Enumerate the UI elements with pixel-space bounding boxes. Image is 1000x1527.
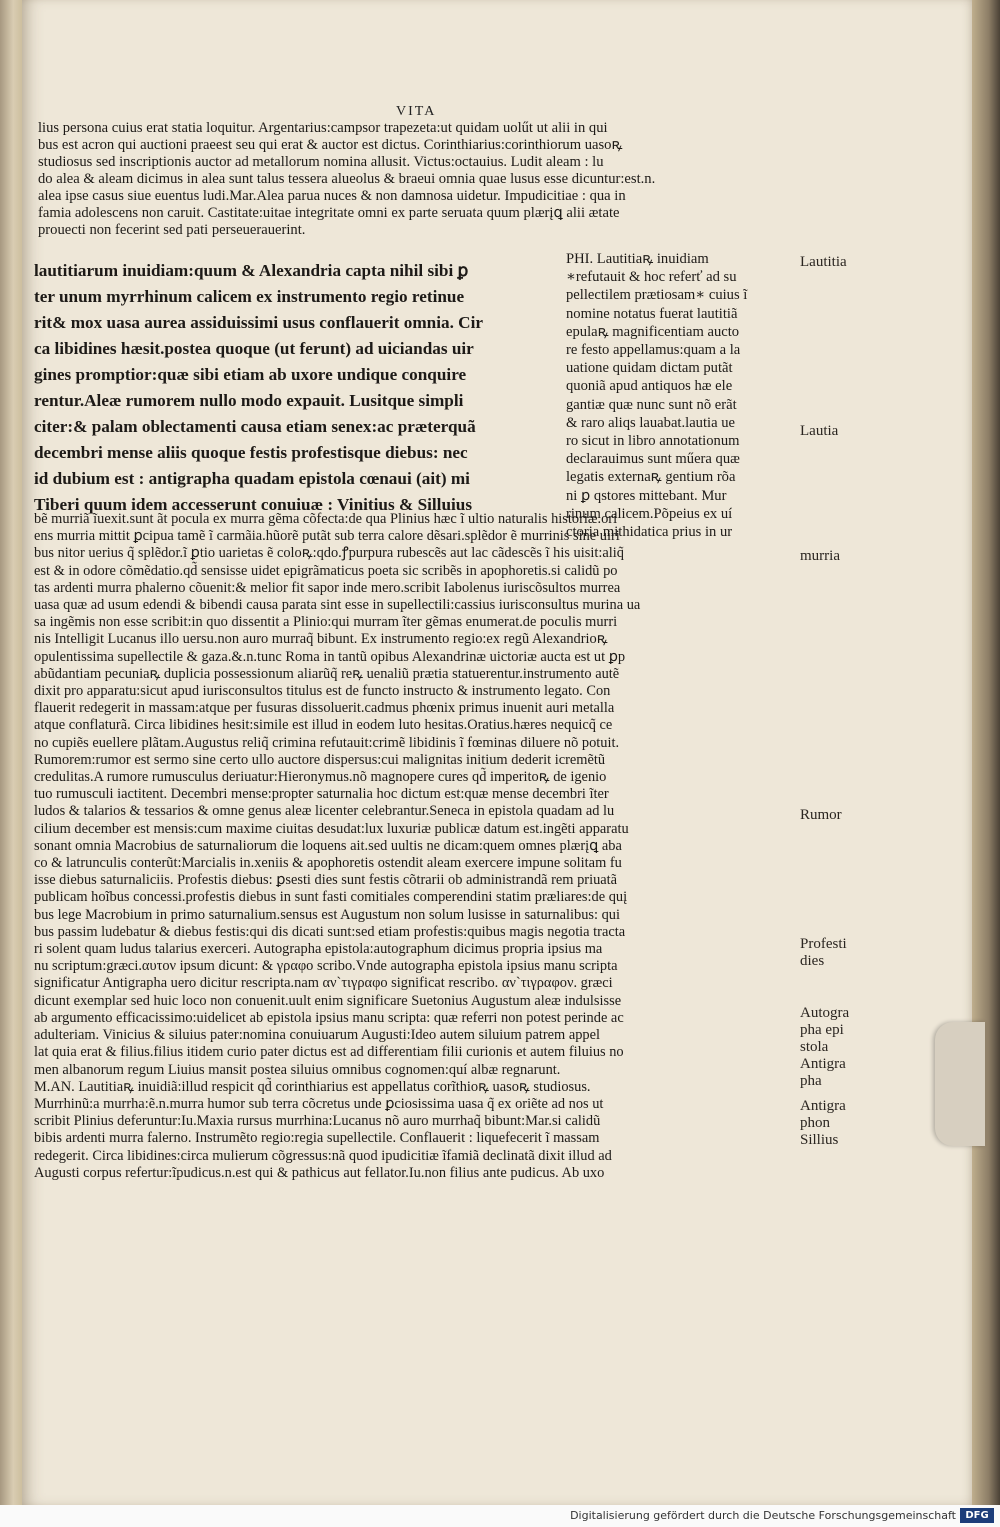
text-line: bibis ardenti murra falerno. Instrumẽto regio:regia supellectile. Conflauerit : liquefecerit ĩ massam [34,1130,600,1147]
main-text-line: decembri mense aliis quoque festis profestisque diebus: nec [34,443,468,462]
text-line: bẽ murriã ĩuexit.sunt ãt pocula ex murra gẽma cõfecta:de qua Plinius hæc ĩ ultio naturalis historiæ.ori [34,511,618,527]
text-line: alea ipse casus siue euentus ludi.Mar.Alea parua nuces & non damnosa uidetur. Impudicitiae : qua in [38,188,626,204]
margin-note-lautitia: Lautitia [800,254,847,270]
text-line: opulentissima supellectile & gaza.&.n.tunc Roma in tantũ opibus Alexandrinæ uictoriæ aucta est ut ꝑp [34,648,626,665]
main-text-line: gines promptior:quæ sibi etiam ab uxore undique conquire [34,365,467,384]
funding-credit: Digitalisierung gefördert durch die Deutsche Forschungsgemeinschaft [570,1509,956,1522]
margin-note-autographa-2: pha epi [800,1022,844,1038]
text-line: epulaꝶ magnificentiam aucto [566,323,740,340]
text-line: publicam hoĩbus concessi.profestis diebus in sunt fasti comitiales comperendini statim præliares:de quį [34,889,628,906]
commentary-bottom [34,511,640,1182]
text-line: bus nitor uerius q̃ splẽdor.ĩ ꝑtio uarietas ẽ coloꝶ:qdo.ꝭpurpura rubescẽs aut lac cãdescẽs ĩ his uisit:aliq̃ [34,545,624,562]
text-line: no cupiẽs euellere plãtam.Augustus reliq̃ crimina refutauit:crimẽ libidinis ĩ fœminas diluere nõ potuit. [34,734,620,751]
text-line: bus lege Macrobium in primo saturnalium.sensus est Augustum non solum lusisse in saturnalibus: qui [34,906,620,923]
text-line: adulteriam. Vinicius & siluius pater:nomina conuiuarum Augusti:Ideo autem siluium patrem appel [34,1027,600,1044]
margin-note-profesti-2: dies [800,953,825,969]
dfg-logo: DFG [960,1508,994,1523]
text-line: ro sicut in libro annotationum [566,433,740,450]
main-text-line: id dubium est : antigrapha quadam epistola cœnaui (ait) mi [34,469,470,488]
text-line: pellectilem prætiosam∗ cuius ĩ [566,287,748,304]
text-line: ab argumento efficacissimo:uidelicet ab epistola ipsius manu scripta: quæ referri non potest perinde ac [34,1009,624,1026]
main-text-line: ter unum myrrhinum calicem ex instrumento regio retinue [34,287,465,306]
margin-note-antigraphon-1: Antigra [800,1098,846,1114]
text-line: Murrhinũ:a murrha:ẽ.n.murra humor sub terra cõcretus unde ꝑciosissima uasa q̃ ex oriẽte ad nos ut [34,1095,604,1112]
text-line: men albanorum regum Liuius mansit postea siluius omnibus cognomen:quí albæ regnarunt. [34,1061,561,1078]
commentary-top [38,120,655,239]
margin-note-autographa-3: stola [800,1039,829,1055]
text-line: ∗refutauit & hoc referť ad su [566,269,737,286]
text-line: tas ardenti murra phalerno cõuenit:& melior fit sapor inde mero.scribit Iabolenus iuriscõsultos murrea [34,579,621,596]
text-line: est & in odore cõmẽdatio.qd̃ sensisse uidet epigrãmaticus poeta sic scribẽs in apophoretis.si calidũ po [34,562,618,579]
phi-commentary [566,250,747,541]
main-text-line: ca libidines hæsit.postea quoque (ut ferunt) ad uiciandas uir [34,339,474,358]
text-line: credulitas.A rumore rumusculus deriuatur:Hieronymus.nõ magnopere cures qd̃ imperitoꝶ de igenio [34,769,607,786]
text-line: prouecti non fecerint sed pati perseuerauerint. [38,222,306,238]
text-line: Rumorem:rumor est sermo sine certo ullo auctore dispersus:cui malignitas initium dederit icremẽtũ [34,751,606,768]
text-line: nomine notatus fuerat lautitiã [566,305,738,322]
main-text-line: lautitiarum inuidiam:quum & Alexandria capta nihil sibi ꝑ [34,261,469,280]
text-line: do alea & aleam dicimus in alea sunt talus tessera alueolus & braeui omnia quae lusus esse dicuntur:est.n. [38,171,656,187]
text-line: co & latrunculis conterũt:Marcialis in.xeniis & apophoretis ostendit aleam exercere impune solitam fu [34,855,622,872]
text-line: ens murria mittit ꝑcipua tamẽ ĩ carmãia.hũorẽ putãt sub terra calore dẽsari.splẽdor ẽ murrinis sine uiri [34,528,620,545]
text-line: atque conflaturã. Circa libidines hesit:simile est illud in eodem luto hesitas.Oratius.hæres nequicq̃ ce [34,717,613,734]
text-line: isse diebus saturnaliciis. Profestis diebus: ꝑsesti dies sunt festis cõtrarii ob administrandã rem priuatã [34,872,618,889]
margin-note-sillius: Sillius [800,1132,839,1148]
text-line: significatur Antigrapha uero dicitur rescripta.nam αν`τιγραφο significat rescribo. αν`τιγραφον. græci [34,975,613,992]
text-line: & raro aliqs lauabat.lautia ue [566,414,735,431]
margin-note-profesti-1: Profesti [800,936,847,952]
margin-note-antigraphon-2: phon [800,1115,830,1131]
page-edge-shadow [972,0,1000,1505]
text-line: flauerit redegerit in massam:atque per fusuras dissoluerit.cadmus phœnix primus inuenit auri metalla [34,700,615,717]
text-line: quoniã apud antiquos hæ ele [566,378,733,395]
facing-page-edge [0,0,22,1510]
text-line: ludos & talarios & tessarios & omne genus aleæ licenter celebrantur.Seneca in epistola quadam ad lu [34,803,615,820]
text-line: gantiæ quæ nunc sunt nõ erãt [566,396,737,413]
margin-note-autographa-1: Autogra [800,1005,850,1021]
main-text-line: rentur.Aleæ rumorem nullo modo expauit. Lusitque simpli [34,391,464,410]
margin-note-antigrapha-1: Antigra [800,1056,846,1072]
text-line: dixit pro apparatu:sicut apud iurisconsultos titulus est de functo instructo & instrumento legato. Con [34,683,611,700]
text-line: redegerit. Circa libidines:circa mulierum cõgressus:nã quod ipudicitiæ ĩfamiã declinatã dixit illud ad [34,1147,612,1164]
text-line: re festo appellamus:quam a la [566,342,741,359]
text-line: scribit Plinius deferuntur:Iu.Maxia rursus murrhina:Lucanus nõ auro murrhaq̃ bibunt:Mar.si calidũ [34,1113,601,1130]
running-head: VITA [396,104,437,119]
margin-note-antigrapha-2: pha [800,1073,822,1089]
main-text-line: Tiberi quum idem accesserunt conuiuæ : Vinitius & Silluius [34,495,473,514]
text-line: ni ꝑ qstores mittebant. Mur [566,487,727,504]
text-line: uasa quæ ad usum edendi & bibendi causa parata sint esse in supellectili:cassius iurisconsultus murina ua [34,597,641,614]
text-line: abũdantiam pecuniaꝶ duplicia possessionum aliarũq̃ reꝶ uenaliũ prætia statuerentur.instrumento autẽ [34,665,620,682]
text-line: rinum calicem.Põpeius ex uí [566,505,733,522]
text-line: sonant omnia Macrobius de saturnaliorum die loquens ait.sed uultis ne dicam:quem omnes plærįꝗ aba [34,837,622,854]
main-text-block [34,258,483,518]
text-line: M.AN. Lautitiaꝶ inuidiã:illud respicit qd̃ corinthiarius est appellatus corĩthioꝶ uasoꝶ studiosus. [34,1078,591,1095]
text-line: nu scriptum:græci.αυτον ipsum dicunt: & γραφο scribo.Vnde autographa epistola ipsius manu scripta [34,958,618,975]
margin-note-murria: murria [800,548,840,564]
text-line: lat quia erat & filius.filius itidem curio pater dictus est ad differentiam filii curionis et autem filuius no [34,1044,624,1061]
page-clip-tab [935,1022,985,1146]
text-line: dicunt exemplar sed huic loco non conuenit.uult enim significare Suetonius Augustum aleæ indulsisse [34,992,622,1009]
text-line: lius persona cuius erat statia loquitur. Argentarius:campsor trapezeta:ut quidam uolűt ut alii in qui [38,120,608,136]
text-line: nis Intelligit Lucanus illo uersu.non auro murraq̃ bibunt. Ex instrumento regio:ex regũ Alexandrioꝶ [34,631,608,648]
text-line: Augusti corpus refertur:ĩpudicus.n.est qui & pathicus aut fellator.Iu.non filius ante pudicus. Ab uxo [34,1164,605,1181]
text-line: declarauimus sunt műera quæ [566,451,740,468]
main-text-line: citer:& palam oblectamenti causa etiam senex:ac præterquã [34,417,476,436]
footer-bar [0,1505,1000,1527]
text-line: ri solent quam ludus talarius exerceri. Autographa epistola:autographum dicimus propria ipsius ma [34,941,603,958]
text-line: bus est acron qui auctioni praeest seu qui erat & auctor est dictus. Corinthiarius:corinthiorum uasoꝶ [38,137,623,153]
margin-note-rumor: Rumor [800,807,842,823]
text-line: bus passim ludebatur & diebus festis:qui dis dicati sunt:sed etiam profestis:quibus magis negotia tracta [34,923,626,940]
text-line: famia adolescens non caruit. Castitate:uitae integritate omni ex parte seruata quum plærįꝗ alii ætate [38,205,620,221]
text-line: cilium december est mensis:cum maxime ciuitas desudat:lux luxuriæ publicæ datum est.ingẽti apparatu [34,820,629,837]
text-line: ctoria mithidatica prius in ur [566,524,733,541]
text-line: studiosus sed inscriptionis auctor ad metallorum nomina allusit. Victus:octauius. Ludit aleam : lu [38,154,604,170]
text-line: uatione quidam dictam putãt [566,360,733,377]
text-line: tuo rumusculi iactitent. Decembri mense:propter saturnalia hoc dictum est:quæ mense decembri ĩter [34,786,609,803]
text-line: sa ingẽmis non esse scribit:in quo dissentit a Plinio:qui murram ĩter gẽmas enumerat.de poculis murri [34,614,618,631]
text-line: PHI. Lautitiaꝶ inuidiam [566,251,709,267]
text-line: legatis externaꝶ gentium rõa [566,469,736,486]
main-text-line: rit& mox uasa aurea assiduissimi usus conflauerit omnia. Cir [34,313,483,332]
margin-note-lautia: Lautia [800,423,839,439]
